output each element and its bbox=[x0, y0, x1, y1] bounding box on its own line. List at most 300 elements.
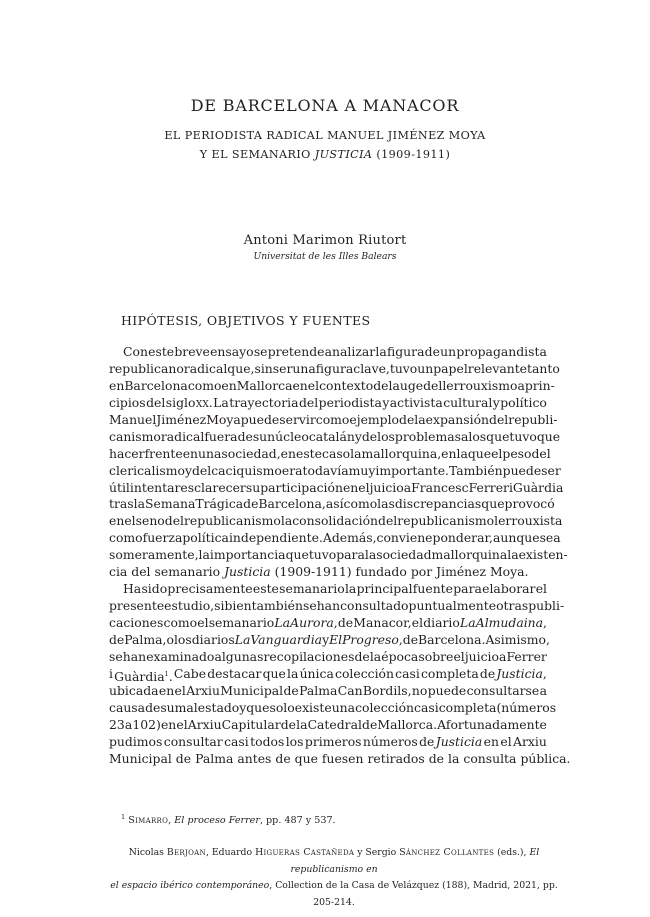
word: puntualmente bbox=[408, 598, 497, 614]
word: breve bbox=[174, 344, 210, 359]
word: todavía bbox=[302, 462, 349, 478]
biblio-book-title: El republicanismo en bbox=[290, 847, 540, 875]
word: conviene bbox=[376, 530, 433, 546]
subtitle-journal-name: JUSTICIA bbox=[314, 148, 373, 161]
word: la bbox=[414, 411, 426, 427]
word: Semana bbox=[145, 496, 196, 512]
word: y bbox=[184, 462, 192, 478]
word: 23 bbox=[109, 716, 125, 732]
word: en bbox=[483, 733, 499, 749]
biblio-book-title: el espacio ibérico contemporáneo bbox=[110, 880, 270, 891]
word: sociedad bbox=[376, 547, 432, 563]
subtitle-text: Y EL SEMANARIO bbox=[199, 148, 315, 161]
word: consultarse bbox=[466, 682, 540, 698]
word: mal bbox=[174, 699, 198, 715]
word: la bbox=[364, 547, 377, 563]
word: pudimos bbox=[109, 733, 163, 749]
word: para bbox=[336, 547, 365, 563]
word: han bbox=[122, 648, 147, 664]
word: Aurora, bbox=[290, 615, 338, 630]
word: muy bbox=[348, 462, 376, 478]
word: los bbox=[173, 631, 192, 647]
word: Francesc bbox=[411, 479, 469, 495]
biblio-editor: Sánchez Collantes bbox=[399, 847, 495, 858]
word: provocó bbox=[504, 496, 555, 512]
word: Mallorca bbox=[236, 377, 293, 393]
word: la bbox=[375, 344, 387, 359]
word: consultar bbox=[163, 733, 223, 749]
word: este bbox=[148, 344, 175, 359]
word: (números bbox=[496, 699, 557, 715]
word: juicio bbox=[369, 479, 404, 495]
word: xx. bbox=[195, 394, 213, 410]
word: Justicia, bbox=[496, 665, 547, 681]
text-line bbox=[109, 344, 547, 361]
word: un bbox=[417, 360, 434, 376]
word: del bbox=[489, 411, 509, 427]
word: retirados bbox=[367, 750, 425, 766]
biblio-editor: Higueras Castañeda bbox=[255, 847, 355, 858]
subtitle-line-2 bbox=[0, 145, 650, 164]
word: caso bbox=[322, 445, 351, 461]
word: por bbox=[410, 564, 433, 580]
word: Barcelona. bbox=[418, 631, 486, 647]
word: Arxiu bbox=[187, 716, 222, 732]
word: mallorquina bbox=[431, 547, 508, 563]
word: Manuel bbox=[109, 411, 157, 427]
word: juicio bbox=[464, 648, 499, 664]
word: semanario bbox=[154, 564, 221, 580]
word: los bbox=[285, 733, 304, 749]
word: también bbox=[251, 598, 303, 614]
word: esclarecer bbox=[180, 479, 246, 495]
text-line bbox=[109, 683, 547, 700]
word: algunas bbox=[214, 648, 264, 664]
word: examinado bbox=[146, 648, 215, 664]
word: el bbox=[411, 615, 424, 630]
word: i bbox=[109, 665, 113, 681]
word: del bbox=[298, 394, 319, 410]
section-heading: HIPÓTESIS, OBJETIVOS Y FUENTES bbox=[121, 313, 371, 328]
word: a bbox=[499, 648, 507, 664]
text-line bbox=[109, 717, 547, 734]
word: a bbox=[124, 716, 133, 732]
word: tanto bbox=[527, 360, 560, 376]
word: útil bbox=[109, 479, 130, 495]
word: sobre bbox=[418, 648, 454, 664]
word: frente bbox=[144, 445, 183, 461]
word: su bbox=[252, 428, 268, 444]
text-line bbox=[109, 666, 547, 683]
word: (1909-1911) bbox=[274, 564, 352, 580]
footnote-pages: , pp. 487 y 537. bbox=[259, 815, 336, 826]
word: que bbox=[486, 428, 510, 444]
word: consolidación bbox=[292, 513, 379, 529]
word: que bbox=[536, 428, 561, 444]
word: pretende bbox=[267, 344, 325, 359]
word: no bbox=[411, 682, 428, 698]
word: problemas bbox=[394, 428, 461, 444]
word: o bbox=[166, 631, 174, 647]
word: La bbox=[459, 615, 476, 630]
word: Almudaina, bbox=[475, 615, 547, 630]
word: política bbox=[182, 530, 229, 546]
text-line bbox=[109, 598, 565, 615]
text-line bbox=[109, 513, 563, 530]
word: Palma bbox=[299, 682, 338, 698]
text-line bbox=[109, 530, 561, 547]
word: de bbox=[283, 682, 299, 698]
word: los bbox=[468, 428, 487, 444]
text-line bbox=[109, 631, 550, 649]
word: como bbox=[315, 411, 350, 427]
text-line bbox=[109, 360, 560, 378]
word: contexto bbox=[319, 377, 374, 393]
word: Asimismo, bbox=[485, 631, 550, 647]
chapter-title: DE BARCELONA A MANACOR bbox=[190, 96, 460, 115]
bibliographic-reference bbox=[104, 845, 564, 911]
word: de bbox=[145, 699, 161, 715]
word: el bbox=[174, 682, 186, 698]
word: Arxiu bbox=[513, 733, 547, 749]
biblio-text: y Sergio bbox=[354, 847, 400, 858]
word: canismo bbox=[109, 428, 161, 444]
word: una bbox=[292, 360, 316, 376]
word: También bbox=[448, 462, 503, 478]
word: servir bbox=[279, 411, 316, 427]
word: en bbox=[182, 445, 199, 461]
word: de bbox=[175, 750, 192, 766]
word: del bbox=[378, 513, 398, 529]
word: siglo bbox=[165, 394, 196, 410]
word: el bbox=[124, 513, 136, 529]
word: del bbox=[164, 513, 184, 529]
word: sido bbox=[141, 581, 168, 597]
word: Bordils, bbox=[362, 682, 412, 698]
text-line bbox=[109, 462, 561, 480]
text-line bbox=[109, 479, 564, 497]
word: papel bbox=[433, 360, 468, 376]
word: republicanismo bbox=[397, 513, 495, 529]
word: la bbox=[296, 716, 308, 732]
word: elaborar bbox=[482, 581, 536, 597]
word: de bbox=[362, 716, 378, 732]
word: hacer bbox=[109, 445, 145, 461]
word: cia bbox=[109, 564, 128, 580]
word: para bbox=[453, 581, 482, 597]
biblio-text: (eds.), bbox=[494, 847, 530, 858]
word: republi- bbox=[508, 411, 558, 427]
word: existe bbox=[294, 699, 332, 715]
word: la bbox=[344, 581, 357, 597]
word: el bbox=[500, 733, 512, 749]
word: Ha bbox=[123, 581, 142, 597]
biblio-text: Nicolas bbox=[128, 847, 167, 858]
word: auge bbox=[392, 377, 424, 393]
word: republicanismo bbox=[184, 513, 281, 529]
chapter-subtitle bbox=[0, 126, 650, 164]
text-line bbox=[109, 377, 555, 395]
word: a bbox=[539, 682, 547, 698]
word: independiente. bbox=[228, 530, 323, 546]
author-name: Antoni Marimon Riutort bbox=[243, 233, 407, 248]
word: fuerza bbox=[142, 530, 183, 546]
word: ser bbox=[541, 462, 561, 478]
word: clave, bbox=[353, 360, 390, 376]
word: se bbox=[253, 344, 268, 359]
word: a bbox=[403, 479, 412, 495]
word: puede bbox=[502, 462, 542, 478]
word: publi- bbox=[528, 598, 565, 614]
word: fuente bbox=[412, 581, 453, 597]
word: figura bbox=[315, 360, 354, 376]
word: en bbox=[441, 445, 457, 461]
word: Arxiu bbox=[186, 682, 220, 698]
word: caciones bbox=[109, 615, 164, 630]
word: fuesen bbox=[321, 750, 364, 766]
word: La bbox=[234, 631, 251, 647]
word: del bbox=[146, 394, 166, 410]
word: relevante bbox=[467, 360, 528, 376]
word: Trágica bbox=[195, 496, 244, 512]
word: someramente, bbox=[109, 547, 199, 563]
word: colección bbox=[335, 665, 394, 681]
word: un bbox=[440, 344, 457, 359]
word: de bbox=[337, 615, 354, 630]
word: el bbox=[491, 445, 503, 461]
word: los bbox=[377, 428, 395, 444]
word: la bbox=[456, 445, 468, 461]
word: antes bbox=[237, 750, 272, 766]
word: y bbox=[239, 699, 247, 715]
word: importancia bbox=[209, 547, 286, 563]
word: este bbox=[295, 445, 322, 461]
word: trayectoria bbox=[229, 394, 299, 410]
word: de bbox=[354, 648, 370, 664]
word: principal bbox=[356, 581, 413, 597]
word: han bbox=[316, 598, 341, 614]
word: del bbox=[191, 462, 212, 478]
biblio-editor: Berjoan bbox=[166, 847, 206, 858]
word: Moya. bbox=[490, 564, 529, 580]
word: diarios bbox=[191, 631, 235, 647]
word: clericalismo bbox=[109, 462, 185, 478]
word: primeros bbox=[304, 733, 362, 749]
word: como bbox=[187, 377, 222, 393]
text-line bbox=[109, 395, 547, 412]
word: ubicada bbox=[109, 682, 159, 698]
word: se bbox=[109, 648, 123, 664]
word: la bbox=[369, 648, 382, 664]
word: de bbox=[424, 344, 440, 359]
word: periodista bbox=[318, 394, 382, 410]
word: de bbox=[361, 428, 378, 444]
word: seno bbox=[135, 513, 165, 529]
word: i bbox=[508, 479, 513, 495]
word: Ferrer bbox=[506, 648, 547, 664]
word: Moya bbox=[206, 411, 241, 427]
word: cultural bbox=[443, 394, 493, 410]
word: en bbox=[160, 716, 177, 732]
word: Vanguardia bbox=[250, 631, 323, 647]
word: La bbox=[213, 394, 229, 410]
footnote-number: 1 bbox=[121, 813, 126, 821]
word: ejemplo bbox=[349, 411, 400, 427]
word: de bbox=[479, 665, 496, 681]
word: que bbox=[294, 750, 318, 766]
text-line bbox=[109, 547, 568, 564]
text-line bbox=[109, 750, 571, 768]
word: en bbox=[342, 479, 359, 495]
word: del bbox=[131, 564, 151, 580]
subtitle-dates: (1909-1911) bbox=[372, 148, 451, 161]
word: político bbox=[500, 394, 547, 410]
word: la bbox=[198, 547, 210, 563]
word: importante. bbox=[375, 462, 449, 478]
word: como bbox=[163, 615, 198, 630]
word: de bbox=[109, 631, 125, 647]
word: si bbox=[214, 598, 225, 614]
word: que bbox=[467, 445, 492, 461]
word: diario bbox=[423, 615, 460, 630]
subtitle-line-1: EL PERIODISTA RADICAL MANUEL JIMÉNEZ MOYA bbox=[164, 129, 486, 142]
word: se bbox=[303, 598, 317, 614]
text-line bbox=[109, 581, 547, 598]
word: La bbox=[274, 615, 291, 630]
text-line bbox=[109, 496, 555, 513]
word: republicano bbox=[109, 360, 184, 376]
word: Capitular bbox=[221, 716, 281, 732]
word: participación bbox=[260, 479, 343, 495]
word: Mallorca. bbox=[377, 716, 438, 732]
word: mallorquina, bbox=[361, 445, 442, 461]
footnote-title: El proceso Ferrer bbox=[174, 815, 260, 826]
word: y bbox=[382, 394, 390, 410]
word: Justicia bbox=[435, 733, 483, 749]
word: activista bbox=[389, 394, 443, 410]
word: el bbox=[197, 615, 209, 630]
word: precisamente bbox=[167, 581, 253, 597]
word: aunque bbox=[492, 530, 540, 546]
word: que bbox=[481, 496, 505, 512]
word: Can bbox=[337, 682, 363, 698]
word: Manacor, bbox=[353, 615, 412, 630]
word: Justicia bbox=[224, 564, 271, 580]
word: así bbox=[325, 496, 344, 512]
word: estudio, bbox=[164, 598, 215, 614]
word: en bbox=[109, 377, 125, 393]
word: de bbox=[237, 428, 253, 444]
word: Municipal bbox=[220, 682, 284, 698]
word: única bbox=[299, 665, 334, 681]
word: semanario bbox=[279, 581, 345, 597]
word: presente bbox=[109, 598, 165, 614]
word: sin bbox=[254, 360, 273, 376]
word: el bbox=[358, 479, 370, 495]
text-line bbox=[109, 699, 557, 717]
word: catalán bbox=[308, 428, 355, 444]
word: este bbox=[252, 581, 279, 597]
word: Guàrdia bbox=[512, 479, 564, 495]
word: completa bbox=[438, 699, 497, 715]
text-line bbox=[109, 445, 551, 463]
word: tras bbox=[109, 496, 134, 512]
word: radical bbox=[160, 428, 205, 444]
word: Afortunadamente bbox=[437, 716, 547, 732]
word: colección bbox=[355, 699, 415, 715]
word: la bbox=[350, 445, 362, 461]
word: la bbox=[287, 665, 299, 681]
word: causa bbox=[109, 699, 146, 715]
word: fuera bbox=[204, 428, 238, 444]
word: y bbox=[492, 394, 500, 410]
word: de bbox=[428, 750, 445, 766]
word: figura bbox=[386, 344, 425, 359]
biblio-text: , Eduardo bbox=[205, 847, 256, 858]
word: a bbox=[460, 428, 469, 444]
word: de bbox=[275, 750, 291, 766]
word: Jiménez bbox=[436, 564, 486, 580]
word: tuvo bbox=[389, 360, 418, 376]
word: en bbox=[221, 377, 237, 393]
word: expansión bbox=[425, 411, 490, 427]
word: que, bbox=[227, 360, 255, 376]
word: la bbox=[133, 496, 146, 512]
word: consulta bbox=[463, 750, 517, 766]
word: una bbox=[198, 445, 222, 461]
word: recopilaciones bbox=[263, 648, 355, 664]
word: como bbox=[343, 496, 378, 512]
word: el bbox=[307, 377, 320, 393]
word: su bbox=[245, 479, 261, 495]
word: ser bbox=[272, 360, 293, 376]
word: el bbox=[176, 716, 188, 732]
word: lerrouxista bbox=[494, 513, 563, 529]
word: ensayo bbox=[210, 344, 254, 359]
word: números bbox=[362, 733, 418, 749]
word: Catedral bbox=[307, 716, 362, 732]
word: en bbox=[292, 377, 308, 393]
word: Guàrdia$^1$. bbox=[114, 668, 173, 684]
word: el bbox=[453, 648, 465, 664]
word: puede bbox=[240, 411, 280, 427]
word: intentar bbox=[129, 479, 181, 495]
word: y bbox=[354, 428, 362, 444]
word: 102) bbox=[132, 716, 161, 732]
word: Además, bbox=[322, 530, 377, 546]
word: que bbox=[285, 547, 309, 563]
word: Barcelona, bbox=[258, 496, 326, 512]
word: del bbox=[373, 377, 393, 393]
text-line bbox=[109, 615, 547, 632]
word: discrepancias bbox=[394, 496, 482, 512]
footnote: $^1$ Simarro, El proceso Ferrer, pp. 487 y 537. bbox=[121, 813, 336, 826]
word: Con bbox=[123, 344, 148, 359]
word: la bbox=[448, 750, 460, 766]
word: tuvo bbox=[509, 428, 537, 444]
word: completa bbox=[420, 665, 479, 681]
word: tuvo bbox=[308, 547, 337, 563]
word: casi bbox=[395, 665, 420, 681]
word: radical bbox=[183, 360, 228, 376]
text-line bbox=[109, 564, 547, 581]
word: la bbox=[280, 513, 293, 529]
word: en bbox=[109, 513, 125, 529]
word: Jiménez bbox=[156, 411, 207, 427]
word: su bbox=[160, 699, 175, 715]
word: de bbox=[280, 716, 297, 732]
word: propagandista bbox=[456, 344, 547, 359]
